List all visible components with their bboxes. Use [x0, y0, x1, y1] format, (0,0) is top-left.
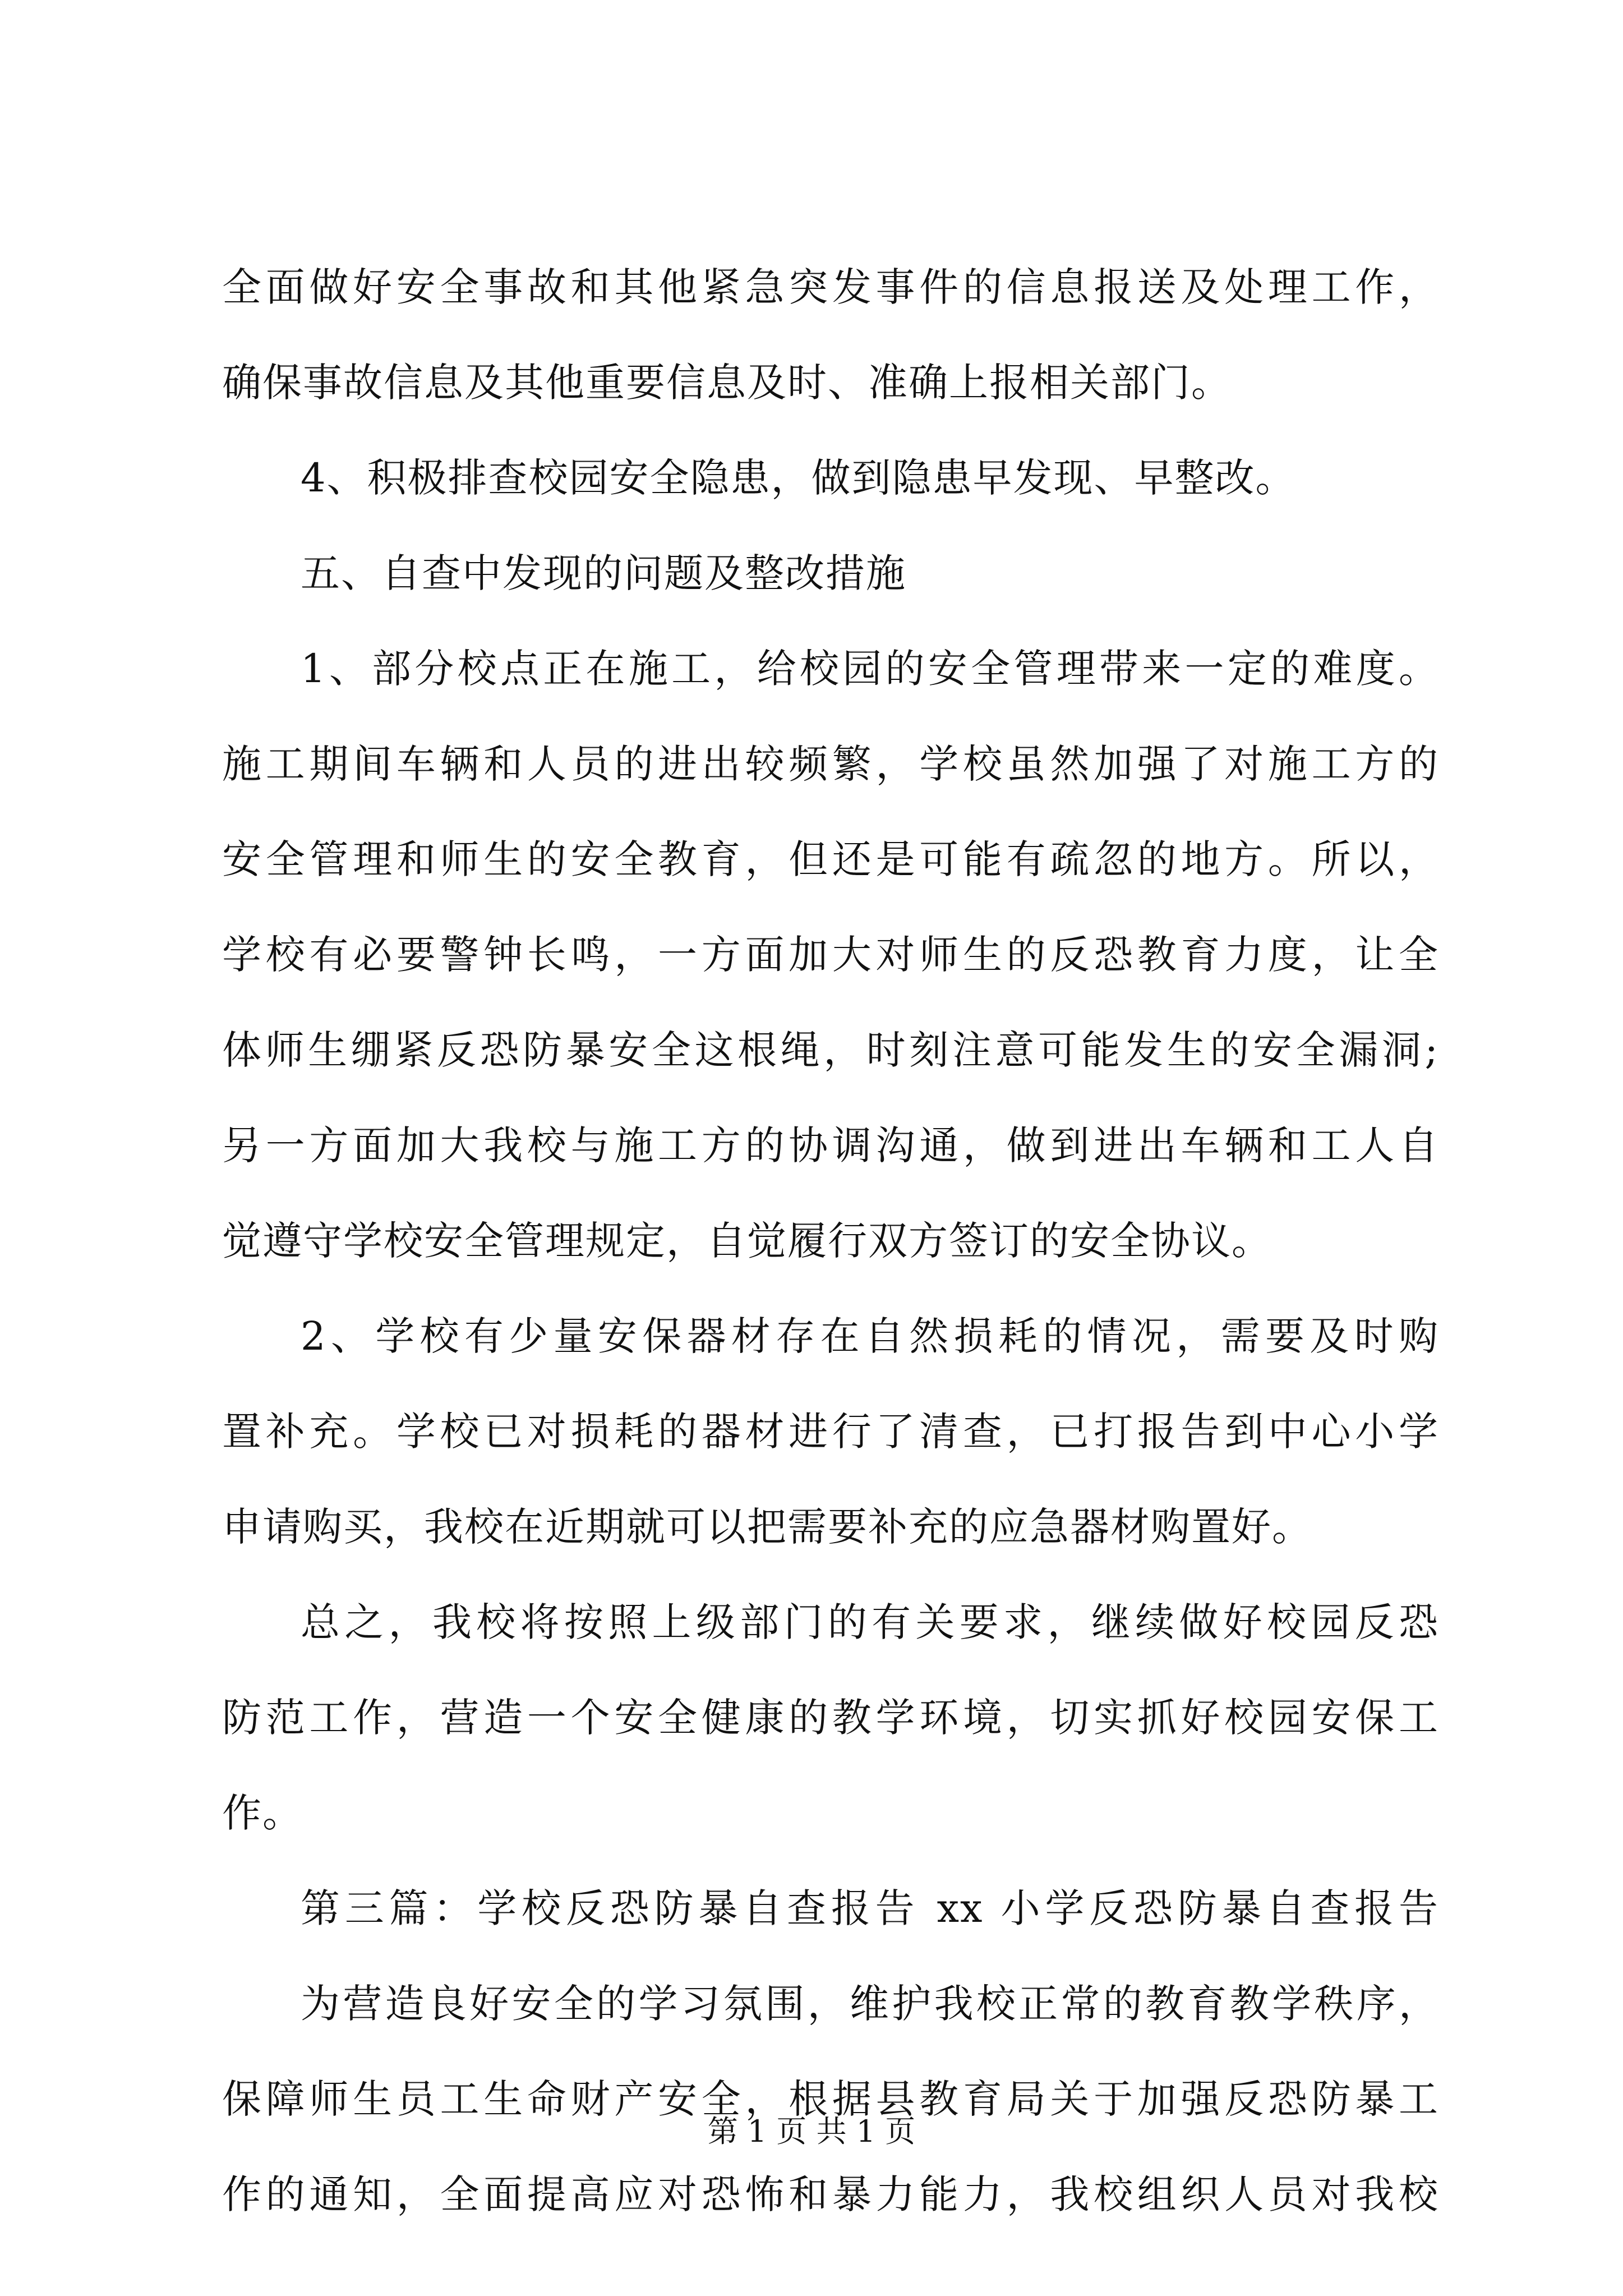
- text-line: 体师生绷紧反恐防暴安全这根绳，时刻注意可能发生的安全漏洞;: [222, 1027, 1439, 1073]
- text-line: 另一方面加大我校与施工方的协调沟通，做到进出车辆和工人自: [222, 1122, 1439, 1168]
- text-line: 申请购买，我校在近期就可以把需要补充的应急器材购置好。: [222, 1504, 1312, 1550]
- text-line: 确保事故信息及其他重要信息及时、准确上报相关部门。: [222, 360, 1232, 406]
- text-line: 总之，我校将按照上级部门的有关要求，继续做好校园反恐: [301, 1599, 1439, 1645]
- text-line: 置补充。学校已对损耗的器材进行了清查，已打报告到中心小学: [222, 1409, 1439, 1455]
- text-line: 为营造良好安全的学习氛围，维护我校正常的教育教学秩序，: [301, 1981, 1439, 2027]
- text-line: 防范工作，营造一个安全健康的教学环境，切实抓好校园安保工: [222, 1695, 1439, 1741]
- text-line: 学校有必要警钟长鸣，一方面加大对师生的反恐教育力度，让全: [222, 932, 1439, 978]
- text-line: 觉遵守学校安全管理规定，自觉履行双方签订的安全协议。: [222, 1218, 1272, 1264]
- text-line: 作的通知，全面提高应对恐怖和暴力能力，我校组织人员对我校: [222, 2171, 1439, 2217]
- text-line: 安全管理和师生的安全教育，但还是可能有疏忽的地方。所以，: [222, 836, 1439, 882]
- text-line: 全面做好安全事故和其他紧急突发事件的信息报送及处理工作，: [222, 264, 1439, 310]
- page-number-footer: 第 1 页 共 1 页: [707, 2114, 916, 2149]
- text-line: 保障师生员工生命财产安全，根据县教育局关于加强反恐防暴工: [222, 2076, 1439, 2122]
- section-heading: 五、自查中发现的问题及整改措施: [301, 550, 906, 596]
- article-title: 第三篇：学校反恐防暴自查报告 xx 小学反恐防暴自查报告: [301, 1885, 1439, 1931]
- text-line: 作。: [222, 1790, 303, 1836]
- text-line: 1、部分校点正在施工，给校园的安全管理带来一定的难度。: [301, 646, 1439, 692]
- text-line: 2、学校有少量安保器材存在自然损耗的情况，需要及时购: [301, 1313, 1439, 1359]
- text-line: 施工期间车辆和人员的进出较频繁，学校虽然加强了对施工方的: [222, 741, 1439, 787]
- text-line: 4、积极排查校园安全隐患，做到隐患早发现、早整改。: [301, 455, 1296, 501]
